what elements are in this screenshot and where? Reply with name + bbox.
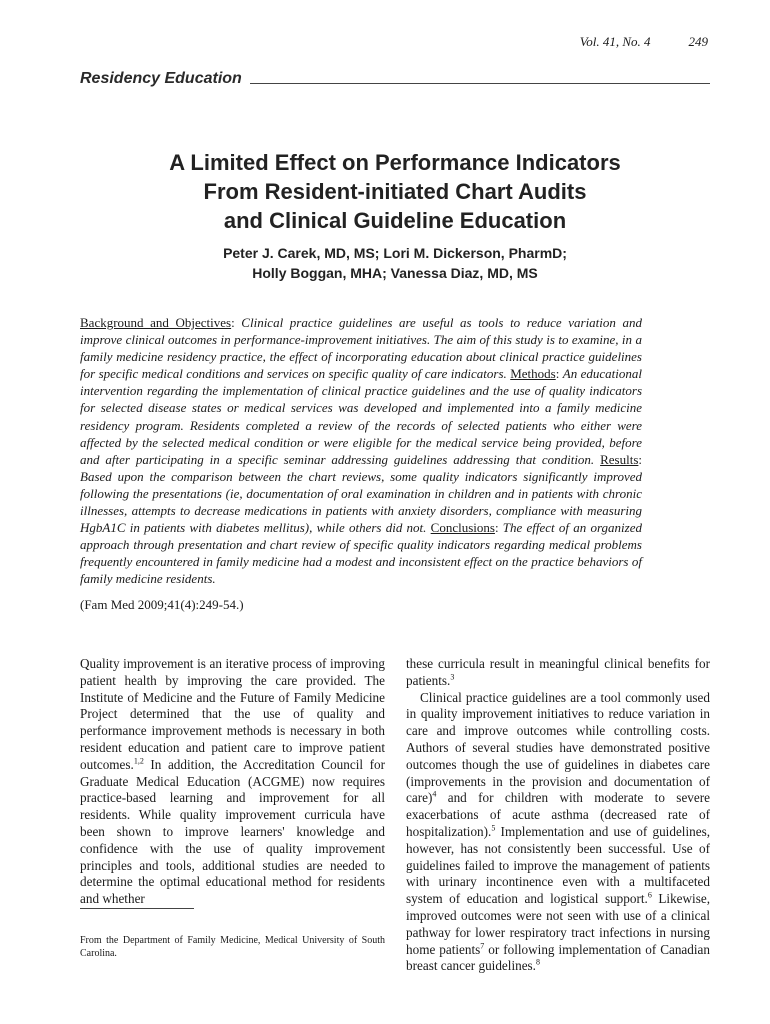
abstract-conclusions-text: The effect of an organized approach through presentation and chart review of specific quality indicators regarding medical problems frequently encountered in family medicine had a modest and inconsistent effect on the practice behaviors of family medicine residents. xyxy=(80,520,642,587)
author-list xyxy=(80,243,710,283)
abstract-methods-text: An educational intervention regarding the implementation of clinical practice guidelines and the use of quality indicators for selected disease states or medical services was developed and implemented into a family medicine residency program. Residents completed a review of the records of selected patients who either were affected by the selected medical condition or were eligible for the medical service being provided, before and after participating in a specific seminar addressing guidelines addressing that condition. xyxy=(80,366,642,467)
abstract-results-label: Results xyxy=(600,451,639,467)
body-column-right xyxy=(406,656,710,975)
body-text: Implementation and use of guidelines, however, has not consistently been successful. Use of guidelines failed to improve the management of patients with urinary incontinence even with a multifaceted system of education and logistical support. xyxy=(406,823,710,907)
abstract-results-text: Based upon the comparison between the chart reviews, some quality indicators significantly improved following the presentations (ie, documentation of oral examination in children and in patients with chronic illnesses, attempts to decrease medications in patients with anxiety disorders, compliance with measuring HgbA1C in patients with diabetes mellitus), while others did not. xyxy=(80,468,642,536)
section-title: Residency Education xyxy=(80,70,242,87)
title-line: A Limited Effect on Performance Indicators xyxy=(169,150,621,175)
reference-marker: 1,2 xyxy=(133,756,144,766)
volume-issue: Vol. 41, No. 4 xyxy=(579,34,651,49)
abstract-conclusions-label: Conclusions xyxy=(430,520,495,536)
title-line: From Resident-initiated Chart Audits xyxy=(203,179,587,204)
abstract-methods-label: Methods xyxy=(510,366,556,382)
reference-marker: 7 xyxy=(480,941,485,951)
abstract-background-label: Background and Objectives xyxy=(80,315,232,330)
author-line: Holly Boggan, MHA; Vanessa Diaz, MD, MS xyxy=(252,265,538,281)
body-paragraph xyxy=(406,656,710,690)
body-text: In addition, the Accreditation Council for Graduate Medical Education (ACGME) now requires practice-based learning and improvement for all residents. While quality improvement curricula have been shown to improve learners' knowledge and confidence with the use of quality improvement principles and tools, additional studies are needed to determine the optimal educational method for residents and whether xyxy=(80,756,385,907)
body-text: or following implementation of Canadian breast cancer guidelines. xyxy=(406,941,710,974)
body-column-left xyxy=(80,656,385,908)
abstract: Background and Objectives: Clinical practice guidelines are useful as tools to reduce variation and improve clinical outcomes in performance-improvement initiatives. The aim of this study is to examine, in a family medicine residency practice, the effect of incorporating education about clinical practice guidelines for specific medical conditions and services on specific quality of care indicators. Methods: An educational intervention regarding the implementation of clinical practice guidelines and the use of quality indicators for selected disease states or medical services was developed and implemented into a family medicine residency program. Residents completed a review of the records of selected patients who either were affected by the selected medical condition or were eligible for the medical service being provided, before and after participating in a specific seminar addressing guidelines addressing that condition. Results: Based upon the comparison between the chart reviews, some quality indicators significantly improved following the presentations (ie, documentation of oral examination in children and in patients with chronic illnesses, attempts to decrease medications in patients with anxiety disorders, compliance with measuring HgbA1C in patients with diabetes mellitus), while others did not. Conclusions: The effect of an organized approach through presentation and chart review of specific quality indicators regarding medical problems frequently encountered in family medicine had a modest and inconsistent effect on the practice behaviors of family medicine residents. xyxy=(80,315,643,587)
body-text: Clinical practice guidelines are a tool commonly used in quality improvement initiatives to reduce variation in care and improve outcomes while controlling costs. Authors of several studies have demonstrated positive outcomes though the use of guidelines in diabetes care (improvements in the provision and documentation of care) xyxy=(406,689,710,806)
title-line: and Clinical Guideline Education xyxy=(223,208,567,233)
section-rule xyxy=(250,83,710,84)
body-text: Likewise, improved outcomes were not seen with use of a clinical pathway for lower respiratory tract infections in nursing home patients xyxy=(406,891,710,957)
reference-marker: 5 xyxy=(491,823,496,833)
body-text: these curricula result in meaningful clinical benefits for patients. xyxy=(406,656,710,688)
footnote-affiliation: From the Department of Family Medicine, Medical University of South Carolina. xyxy=(80,935,385,959)
abstract-background-text: Clinical practice guidelines are useful as tools to reduce variation and improve clinical outcomes in performance-improvement initiatives. The aim of this study is to examine, in a family medicine residency practice, the effect of incorporating education about clinical practice guidelines for specific medical conditions and services on specific quality of care indicators. xyxy=(80,315,642,382)
body-text: and for children with moderate to severe exacerbations of acute asthma (decreased rate of hospitalization). xyxy=(406,790,710,839)
body-paragraph xyxy=(80,656,385,908)
reference-marker: 4 xyxy=(432,789,437,799)
body-text: Quality improvement is an iterative process of improving patient health by improving the care provided. The Institute of Medicine and the Future of Family Medicine Project determined that the use of quality and performance improvement methods is necessary in both resident education and patient care to improve patient outcomes. xyxy=(80,656,385,772)
reference-marker: 8 xyxy=(535,957,540,967)
section-header xyxy=(80,66,710,88)
reference-marker: 3 xyxy=(450,672,455,682)
article-title xyxy=(80,148,710,235)
body-paragraph xyxy=(406,690,710,976)
reference-marker: 6 xyxy=(647,890,652,900)
page-number: 249 xyxy=(688,34,708,49)
footnote-rule xyxy=(80,908,194,909)
author-line: Peter J. Carek, MD, MS; Lori M. Dickerson, PharmD; xyxy=(223,245,567,261)
citation: (Fam Med 2009;41(4):249-54.) xyxy=(80,597,244,612)
running-head xyxy=(580,34,708,50)
